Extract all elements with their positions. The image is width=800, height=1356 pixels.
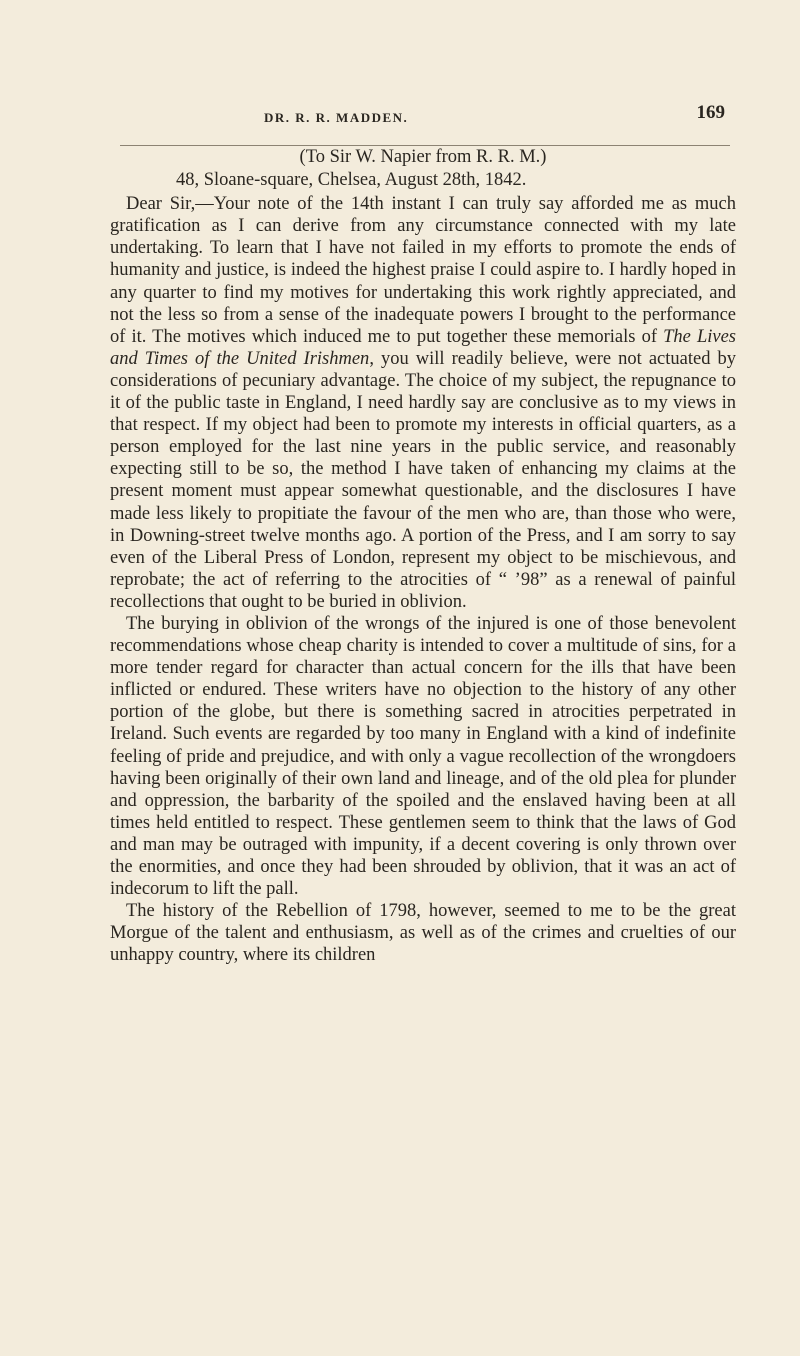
paragraph-2: The burying in oblivion of the wrongs of the injured is one of those benevolent recommendations whose cheap charity is intended to cover a multitude of sins, for a more tender regard for character than actual concern for the ills that have been inflicted or endured. These writers have no objection to the history of any other portion of the globe, but there is something sacred in atrocities perpetrated in Ireland. Such events are regarded by too many in England with a kind of indefinite feeling of pride and prejudice, and with only a vague recollection of the wrongdoers having been originally of their own land and lineage, and of the old plea for plunder and oppression, the barbarity of the spoiled and the enslaved having been at all times held entitled to respect. These gentlemen seem to think that the laws of God and man may be outraged with impunity, if a decent covering is only thrown over the enormities, and once they had been shrouded by oblivion, that it was an act of indecorum to lift the pall. — [110, 613, 736, 900]
letter-address-line: (To Sir W. Napier from R. R. M.) — [299, 147, 547, 167]
paragraph-1-text-b: , you will readily believe, were not actuated by considerations of pecuniary advantage. The choice of my subject, the repugnance to it of the public taste in England, I need hardly say are conclusive as to my views in that respect. If my object had been to promote my interests in official quarters, as a person employed for the last nine years in the public service, and reasonably expecting still to be so, the method I have taken of enhancing my claims at the present moment must appear somewhat questionable, and the disclosures I have made less likely to propitiate the favour of the men who are, than those who were, in Downing-street twelve months ago. A portion of the Press, and I am sorry to say even of the Liberal Press of London, represent my object to be mischievous, and reprobate; the act of referring to the atrocities of “ ’98” as a renewal of painful recollections that ought to be buried in oblivion. — [110, 348, 736, 612]
page-header — [200, 100, 725, 128]
book-title: The Lives and Times of the United Irishmen — [110, 326, 736, 369]
paragraph-1 — [110, 193, 736, 613]
paragraph-1-text-a: Dear Sir,—Your note of the 14th instant I can truly say afforded me as much gratification as I can derive from any circumstance connected with my late undertaking. To learn that I have not failed in my efforts to promote the ends of humanity and justice, is indeed the highest praise I could aspire to. I hardly hoped in any quarter to find my motives for undertaking this work rightly appreciated, and not the less so from a sense of the inadequate powers I brought to the performance of it. The motives which induced me to put together these memorials of — [110, 194, 736, 347]
letter-body — [110, 146, 736, 966]
running-head: DR. R. R. MADDEN. — [264, 110, 409, 125]
paragraph-3: The history of the Rebellion of 1798, however, seemed to me to be the great Morgue of the talent and enthusiasm, as well as of the crimes and cruelties of our unhappy country, where its children — [110, 901, 736, 966]
letter-dateline: 48, Sloane-square, Chelsea, August 28th, 1842. — [176, 170, 527, 191]
page-number: 169 — [696, 102, 725, 123]
